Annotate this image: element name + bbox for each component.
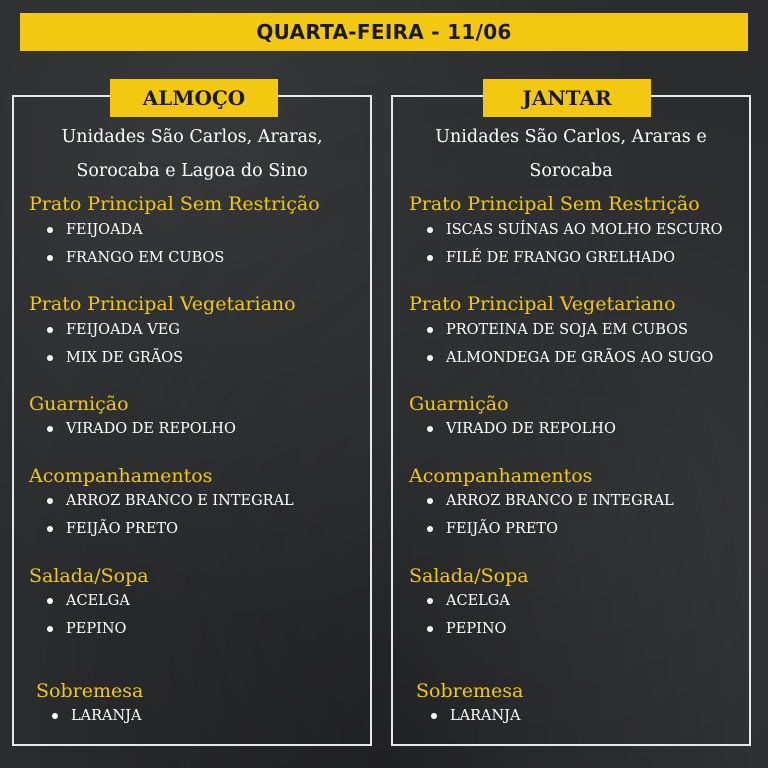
item-label: ARROZ BRANCO E INTEGRAL (66, 493, 294, 509)
item-label: PEPINO (66, 621, 127, 637)
bullet-icon (427, 498, 433, 504)
bullet-icon (52, 713, 58, 719)
bullet-icon (47, 526, 53, 532)
bullet-icon (427, 598, 433, 604)
item-label: ISCAS SUÍNAS AO MOLHO ESCURO (446, 222, 723, 238)
dinner-section-title: Acompanhamentos (409, 465, 593, 487)
bullet-icon (47, 255, 53, 261)
lunch-section-title: Acompanhamentos (29, 465, 213, 487)
item-label: VIRADO DE REPOLHO (446, 421, 616, 437)
item-label: VIRADO DE REPOLHO (66, 421, 236, 437)
lunch-menu-item (47, 493, 294, 509)
dinner-section-title: Salada/Sopa (409, 565, 529, 587)
dinner-menu-item (427, 350, 713, 366)
bullet-icon (427, 227, 433, 233)
lunch-menu-item (52, 708, 141, 724)
dinner-panel (391, 86, 751, 746)
lunch-title-tag (110, 79, 278, 117)
lunch-menu-item (47, 421, 236, 437)
item-label: FEIJÃO PRETO (446, 521, 558, 537)
bullet-icon (47, 426, 53, 432)
item-label: ARROZ BRANCO E INTEGRAL (446, 493, 674, 509)
lunch-units-line-2: Sorocaba e Lagoa do Sino (76, 161, 308, 181)
item-label: ACELGA (446, 593, 510, 609)
bullet-icon (47, 498, 53, 504)
dinner-units-line-1: Unidades São Carlos, Araras e (435, 127, 707, 147)
item-label: LARANJA (71, 708, 142, 724)
lunch-menu-item (47, 521, 178, 537)
dinner-menu-item (427, 322, 688, 338)
item-label: FILÉ DE FRANGO GRELHADO (446, 250, 675, 266)
bullet-icon (427, 355, 433, 361)
dinner-section-title: Prato Principal Sem Restrição (409, 193, 700, 215)
lunch-units-line-1: Unidades São Carlos, Araras, (61, 127, 323, 147)
lunch-menu-item (47, 222, 143, 238)
lunch-title: ALMOÇO (142, 86, 246, 110)
bullet-icon (47, 626, 53, 632)
lunch-menu-item (47, 322, 180, 338)
bullet-icon (427, 327, 433, 333)
item-label: PROTEINA DE SOJA EM CUBOS (446, 322, 688, 338)
item-label: MIX DE GRÃOS (66, 350, 184, 366)
dinner-section-title: Sobremesa (416, 680, 524, 702)
bullet-icon (431, 713, 437, 719)
bullet-icon (47, 327, 53, 333)
item-label: FEIJOADA (66, 222, 143, 238)
item-label: LARANJA (450, 708, 521, 724)
lunch-section-title: Sobremesa (36, 680, 144, 702)
item-label: ALMONDEGA DE GRÃOS AO SUGO (446, 350, 714, 366)
item-label: FEIJÃO PRETO (66, 521, 178, 537)
lunch-menu-item (47, 593, 130, 609)
dinner-units-line-2: Sorocaba (529, 161, 613, 181)
bullet-icon (47, 355, 53, 361)
item-label: PEPINO (446, 621, 507, 637)
bullet-icon (47, 598, 53, 604)
date-banner (20, 13, 748, 51)
dinner-menu-item (427, 421, 616, 437)
dinner-units (393, 120, 749, 188)
dinner-menu-item (427, 493, 674, 509)
item-label: FRANGO EM CUBOS (66, 250, 225, 266)
lunch-panel (12, 86, 372, 746)
lunch-menu-item (47, 350, 183, 366)
dinner-title-tag (483, 79, 651, 117)
dinner-menu-item (427, 222, 722, 238)
bullet-icon (47, 227, 53, 233)
lunch-menu-item (47, 250, 224, 266)
lunch-menu-item (47, 621, 126, 637)
dinner-section-title: Guarnição (409, 393, 509, 415)
dinner-menu-item (427, 593, 510, 609)
item-label: ACELGA (66, 593, 130, 609)
dinner-menu-item (431, 708, 520, 724)
lunch-section-title: Prato Principal Sem Restrição (29, 193, 320, 215)
lunch-units (14, 120, 370, 188)
bullet-icon (427, 426, 433, 432)
dinner-section-title: Prato Principal Vegetariano (409, 293, 676, 315)
lunch-section-title: Prato Principal Vegetariano (29, 293, 296, 315)
bullet-icon (427, 255, 433, 261)
dinner-title: JANTAR (522, 86, 612, 110)
item-label: FEIJOADA VEG (66, 322, 180, 338)
dinner-menu-item (427, 621, 506, 637)
date-label: QUARTA-FEIRA - 11/06 (256, 20, 512, 44)
bullet-icon (427, 626, 433, 632)
dinner-menu-item (427, 521, 558, 537)
lunch-section-title: Salada/Sopa (29, 565, 149, 587)
bullet-icon (427, 526, 433, 532)
dinner-menu-item (427, 250, 675, 266)
lunch-section-title: Guarnição (29, 393, 129, 415)
